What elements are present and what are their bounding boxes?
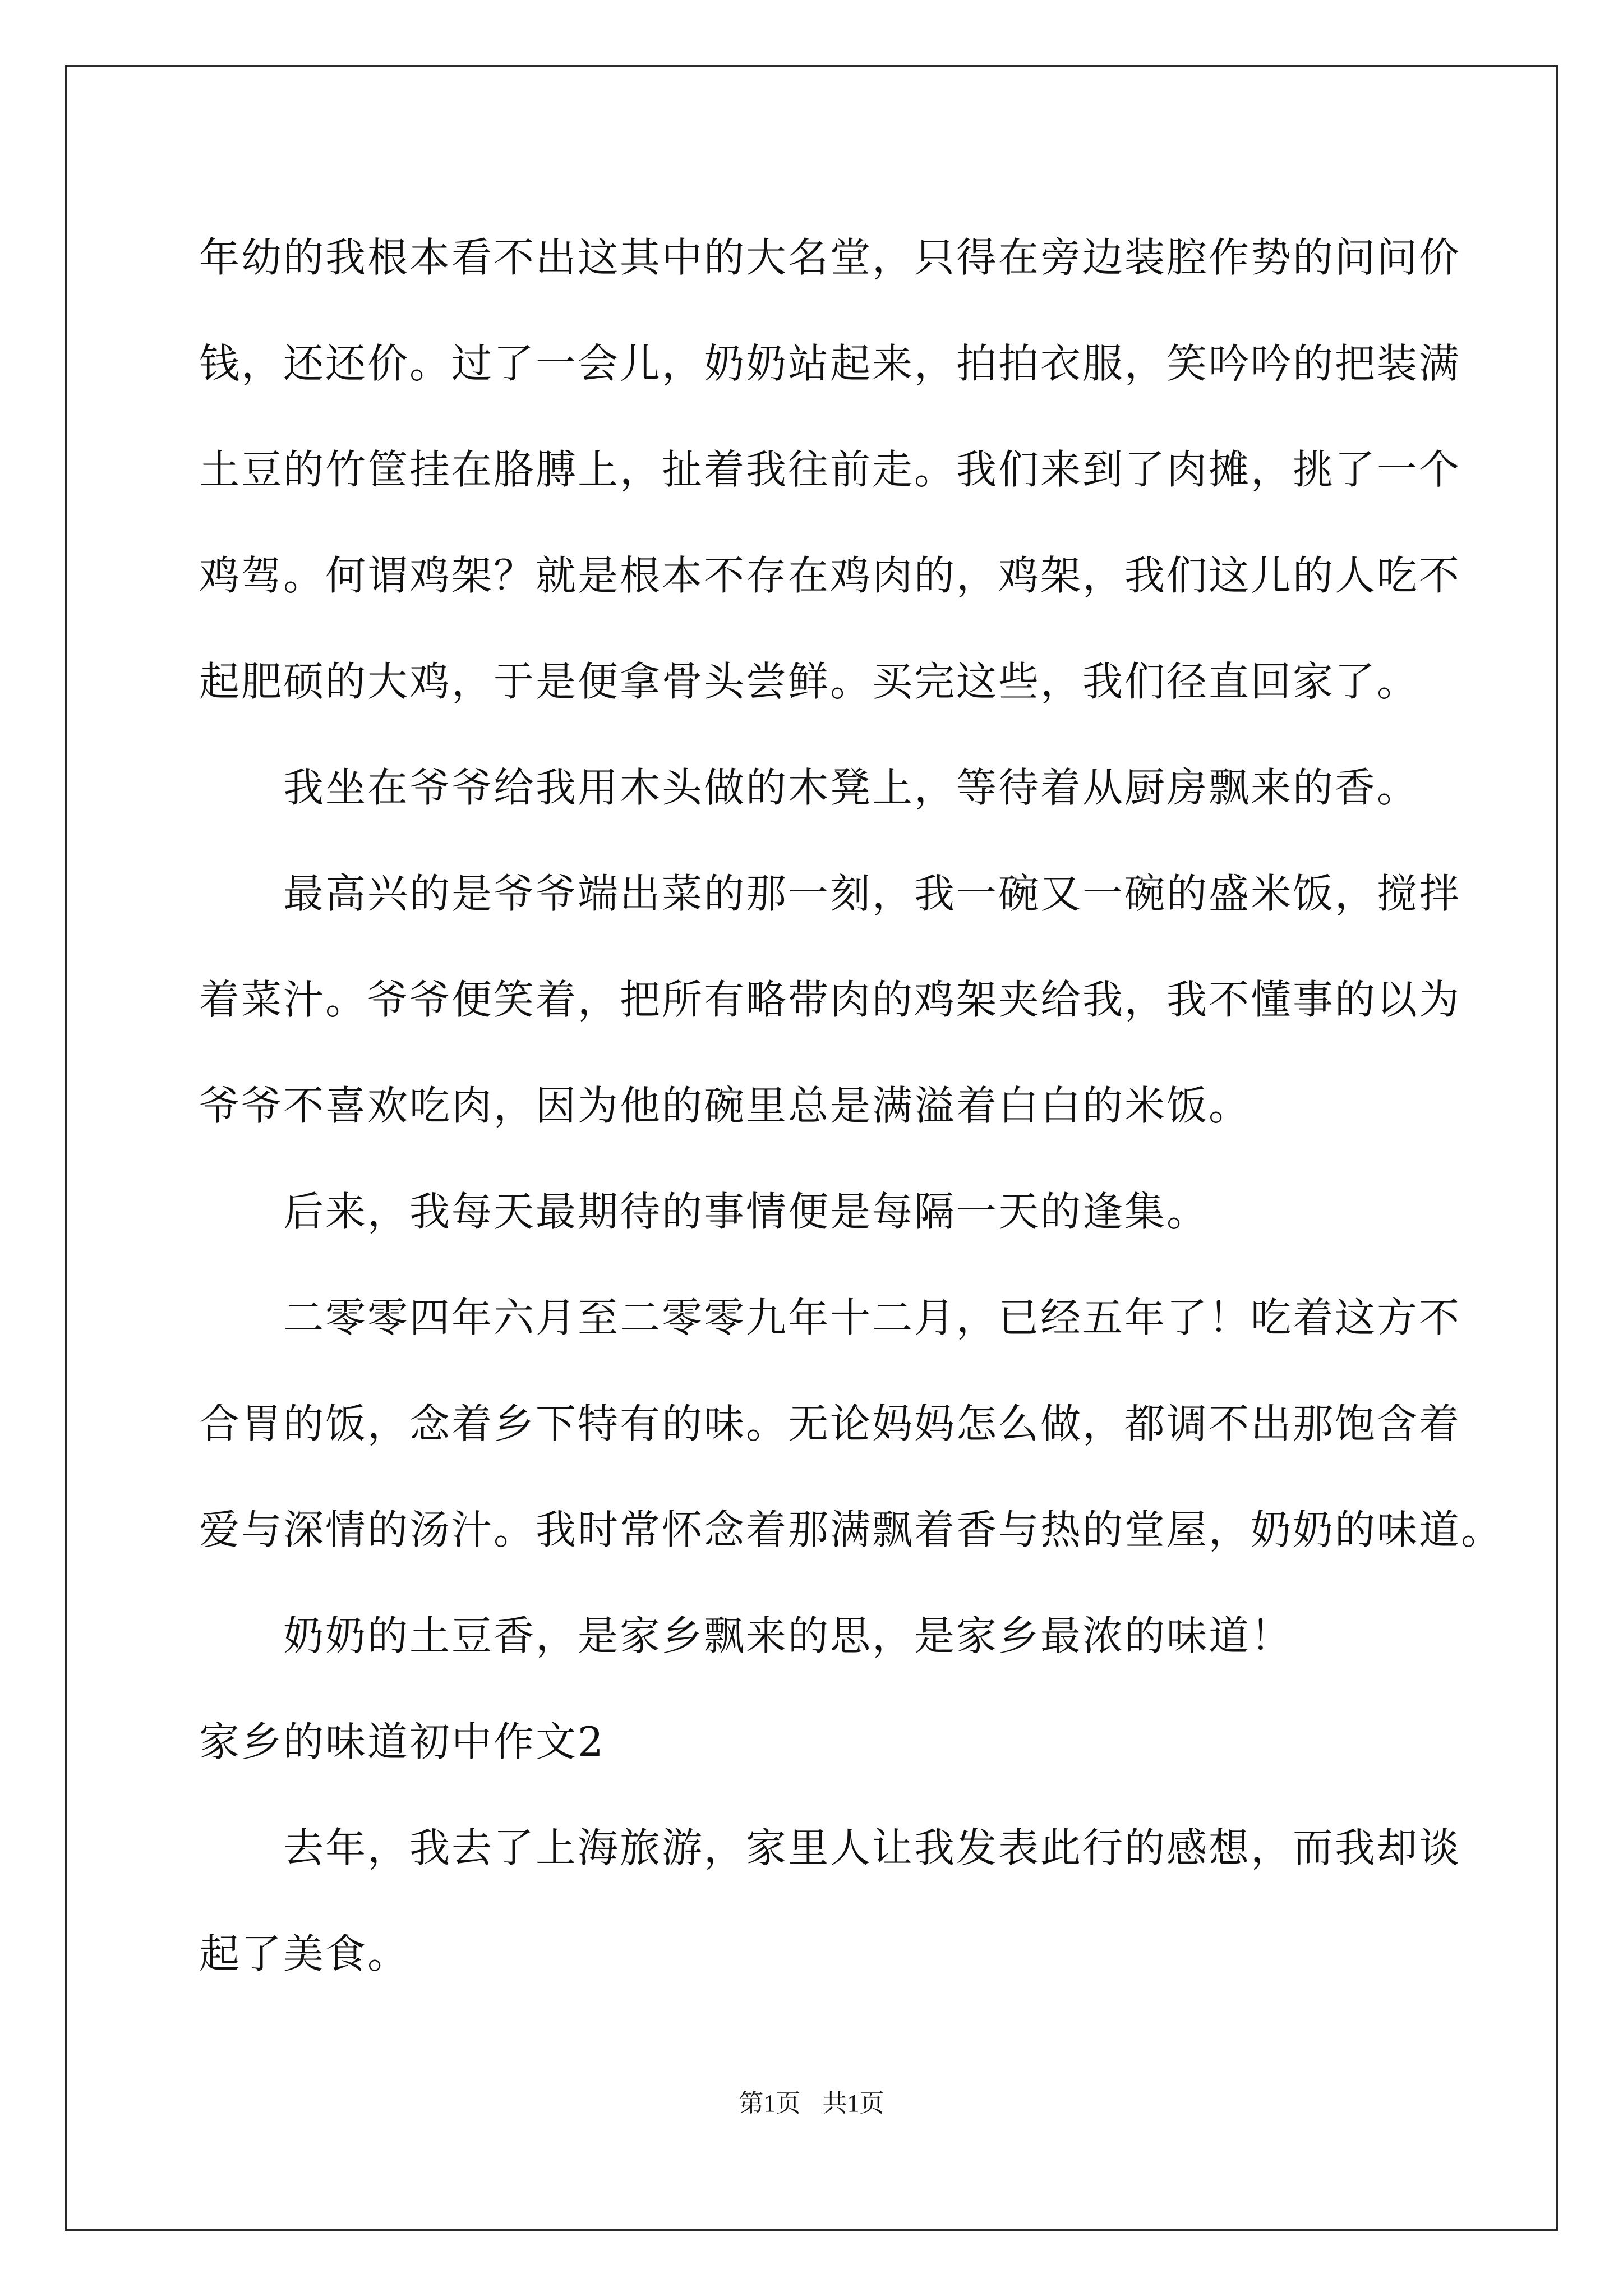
page-number: 第1页: [739, 2090, 801, 2117]
text-line-16: 起了美食。: [199, 1930, 410, 1977]
text-line-6: 我坐在爷爷给我用木头做的木凳上，等待着从厨房飘来的香。: [283, 764, 1419, 811]
text-line-4: 鸡驾。何谓鸡架？就是根本不存在鸡肉的，鸡架，我们这儿的人吃不: [199, 552, 1461, 599]
page-footer: [0, 2087, 1623, 2120]
text-line-9: 爷爷不喜欢吃肉，因为他的碗里总是满溢着白白的米饭。: [199, 1082, 1251, 1129]
text-line-15: 去年，我去了上海旅游，家里人让我发表此行的感想，而我却谈: [283, 1824, 1461, 1871]
text-line-12: 合胃的饭，念着乡下特有的味。无论妈妈怎么做，都调不出那饱含着: [199, 1400, 1461, 1447]
text-line-3: 土豆的竹筐挂在胳膊上，扯着我往前走。我们来到了肉摊，挑了一个: [199, 446, 1461, 493]
text-line-5: 起肥硕的大鸡，于是便拿骨头尝鲜。买完这些，我们径直回家了。: [199, 658, 1419, 705]
text-line-2: 钱，还还价。过了一会儿，奶奶站起来，拍拍衣服，笑吟吟的把装满: [199, 340, 1461, 387]
text-line-7: 最高兴的是爷爷端出菜的那一刻，我一碗又一碗的盛米饭，搅拌: [283, 870, 1461, 917]
document-body: [199, 205, 1504, 2007]
text-line-8: 着菜汁。爷爷便笑着，把所有略带肉的鸡架夹给我，我不懂事的以为: [199, 976, 1461, 1023]
page-total: 共1页: [822, 2090, 884, 2117]
text-line-10: 后来，我每天最期待的事情便是每隔一天的逢集。: [283, 1188, 1209, 1235]
text-line-11: 二零零四年六月至二零零九年十二月，已经五年了！吃着这方不: [283, 1294, 1461, 1341]
text-line-1: 年幼的我根本看不出这其中的大名堂，只得在旁边装腔作势的问问价: [199, 234, 1461, 281]
text-line-13: 爱与深情的汤汁。我时常怀念着那满飘着香与热的堂屋，奶奶的味道。: [199, 1506, 1504, 1553]
section-heading: 家乡的味道初中作文2: [199, 1718, 605, 1765]
text-line-14: 奶奶的土豆香，是家乡飘来的思，是家乡最浓的味道！: [283, 1612, 1293, 1659]
